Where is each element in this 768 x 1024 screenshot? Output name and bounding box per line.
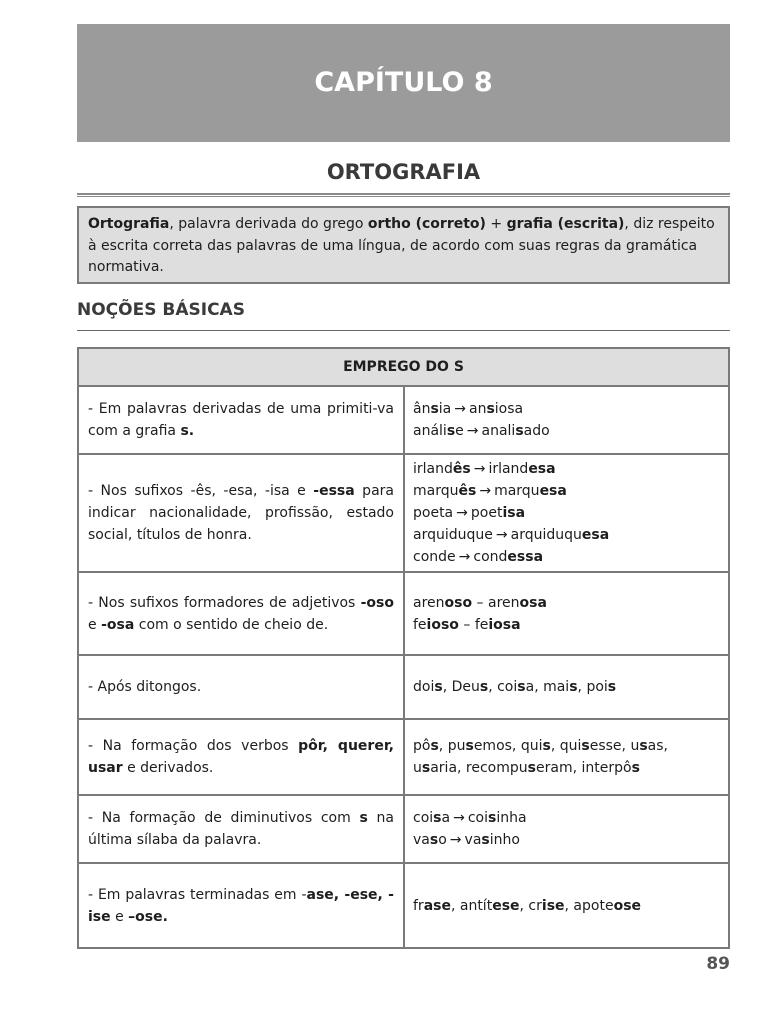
right-arrow-icon: → [454,401,466,417]
example-text: oso [444,594,473,611]
example-text: s [631,760,640,776]
table-row [78,454,729,572]
example-line [413,502,720,524]
example-text: s [581,738,590,754]
section-divider [77,193,730,197]
example-line [413,524,720,546]
rule-text: -oso [360,594,394,611]
example-line [413,546,720,568]
example-text: pô [413,738,431,754]
rule-text: -essa [313,483,355,499]
example-line [413,398,720,420]
definition-segment: , diz respeito à escrita correta das palavras de uma língua, de acordo com suas regras da gramática normativa. [88,216,715,275]
example-line [413,807,720,829]
example-text: cond [473,549,508,565]
example-text: s [433,810,442,826]
table-body [78,386,729,948]
right-arrow-icon: → [458,549,471,565]
example-text: ose [613,897,642,914]
rule-text: pôr, querer, usar [88,738,394,776]
example-text: coi [413,810,434,826]
right-arrow-icon: → [456,505,468,521]
example-text: coi [467,810,488,826]
definition-segment: , palavra derivada do grego [169,216,368,232]
example-text: s [430,738,439,754]
example-text: s [479,679,489,695]
rule-text: - Na formação de diminutivos com [88,810,360,826]
rule-cell [78,572,404,655]
example-text: s [542,738,551,754]
example-text: s [527,760,536,776]
example-text: s [639,738,648,754]
table-header: EMPREGO DO S [78,348,729,386]
rule-text: - Após ditongos. [88,679,202,695]
page-number: 89 [706,954,730,974]
rule-text: e [88,616,102,633]
definition-box [77,206,730,284]
example-text: arquiduque [413,527,493,543]
right-arrow-icon: → [466,423,479,439]
example-text: o [438,832,447,848]
example-text: esa [539,483,567,499]
rule-text: - Nos sufixos -ês, -esa, -isa e [88,483,314,499]
example-line [413,420,720,442]
rule-cell [78,719,404,795]
example-text: va [413,832,430,848]
example-line [413,480,720,502]
example-text: esa [528,461,556,477]
table-row [78,655,729,719]
table-row [78,863,729,948]
table-row [78,795,729,863]
rule-text: - Na formação dos verbos [88,738,299,754]
subsection-divider [77,330,730,331]
examples-cell [404,795,729,863]
example-text: fr [413,897,424,914]
examples-cell [404,386,729,454]
example-text: , qui [550,738,582,754]
examples-cell [404,454,729,572]
example-text: emos, qui [473,738,543,754]
example-text: – aren [472,594,520,611]
example-text: s [607,679,617,695]
rule-text: - Em palavras derivadas de uma primiti-va com a grafia [88,401,394,439]
example-text: , coi [488,679,518,695]
rule-text: na última sílaba da palavra. [88,810,395,848]
rule-cell [78,386,404,454]
example-text: essa [507,549,544,565]
example-text: , Deu [442,679,480,695]
example-line [413,829,720,851]
definition-segment: Ortografia [88,216,170,232]
example-text: poet [470,505,503,521]
table-row [78,572,729,655]
example-text: s [421,760,431,776]
example-text: , antít [450,897,493,914]
example-text: – fe [458,616,489,633]
example-text: marqu [413,483,459,499]
example-text: u [413,760,422,776]
definition-segment: + [485,216,507,232]
rule-cell [78,454,404,572]
example-text: s [515,423,524,439]
examples-cell [404,863,729,948]
example-text: doi [413,679,435,695]
example-text: , pu [438,738,466,754]
example-text: ân [413,401,431,417]
rule-text: –ose. [128,908,168,925]
right-arrow-icon: → [449,832,462,848]
example-line [413,757,720,779]
example-text: as, [647,738,668,754]
example-text: conde [413,549,456,565]
rule-text: - Em palavras terminadas em - [88,886,307,903]
example-text: ese [492,897,520,914]
example-text: esa [581,527,610,543]
rule-text: - Nos sufixos formadores de adjetivos [88,594,361,611]
example-text: s [465,738,474,754]
example-text: poeta [413,505,454,521]
example-text: va [464,832,482,848]
example-text: arquiduqu [510,527,582,543]
definition-text [88,216,715,275]
example-text: s [569,679,578,695]
example-text: ado [523,423,550,439]
example-text: anali [481,423,516,439]
example-text: eram, interpô [536,760,632,776]
example-text: an [469,401,487,417]
example-text: e [455,423,464,439]
example-text: a, mai [525,679,570,695]
table-header-row [78,348,729,386]
rule-text: ase, -ese, -ise [88,886,394,925]
example-text: iosa [494,401,524,417]
example-text: fe [413,616,427,633]
example-text: ia [438,401,452,417]
example-text: esse, u [589,738,640,754]
chapter-title: CAPÍTULO 8 [314,66,493,98]
example-text: isa [502,505,526,521]
example-text: aria, recompu [430,760,528,776]
right-arrow-icon: → [453,810,465,826]
example-text: irland [488,461,529,477]
definition-segment: ortho (correto) [367,216,486,232]
right-arrow-icon: → [495,527,508,543]
rule-text: e derivados. [122,760,214,776]
example-line [413,592,720,614]
example-text: , cr [519,897,542,914]
example-line [413,614,720,636]
rule-cell [78,863,404,948]
rule-text: para indicar nacionalidade, profissão, estado social, títulos de honra. [88,483,394,543]
example-text: a [441,810,451,826]
rule-cell [78,655,404,719]
example-text: ase [423,897,451,914]
table-row [78,386,729,454]
right-arrow-icon: → [479,483,492,499]
examples-cell [404,572,729,655]
example-line [413,895,720,917]
subsection-title: NOÇÕES BÁSICAS [77,300,245,320]
examples-cell [404,719,729,795]
example-text: aren [413,594,445,611]
example-text: irland [413,461,453,477]
usage-table [77,347,730,949]
example-text: ês [458,483,477,499]
example-text: , apote [564,897,614,914]
example-text: s [517,679,526,695]
example-text: iosa [488,616,521,633]
right-arrow-icon: → [473,461,486,477]
example-text: s [486,401,495,417]
example-text: inho [489,832,520,848]
example-text: ês [452,461,471,477]
example-text: ioso [426,616,459,633]
example-text: s [446,423,456,439]
rule-cell [78,795,404,863]
example-text: s [481,832,490,848]
example-line [413,735,720,757]
example-text: s [429,832,439,848]
rule-text: com o sentido de cheio de. [134,616,329,633]
rule-text: e [110,908,129,925]
example-text: s [487,810,497,826]
example-text: osa [519,594,547,611]
rule-text: s [359,810,368,826]
example-text: s [430,401,439,417]
section-title: ORTOGRAFIA [326,160,481,184]
example-text: marqu [494,483,540,499]
example-line [413,458,720,480]
rule-text: -osa [101,616,135,633]
examples-cell [404,655,729,719]
example-text: s [434,679,443,695]
example-text: inha [496,810,527,826]
example-text: ise [541,897,565,914]
example-text: análi [413,423,447,439]
definition-segment: grafia (escrita) [506,216,625,232]
chapter-banner [77,24,730,142]
example-text: , poi [577,679,608,695]
rule-text: s. [180,423,195,439]
example-line [413,676,720,698]
table-row [78,719,729,795]
